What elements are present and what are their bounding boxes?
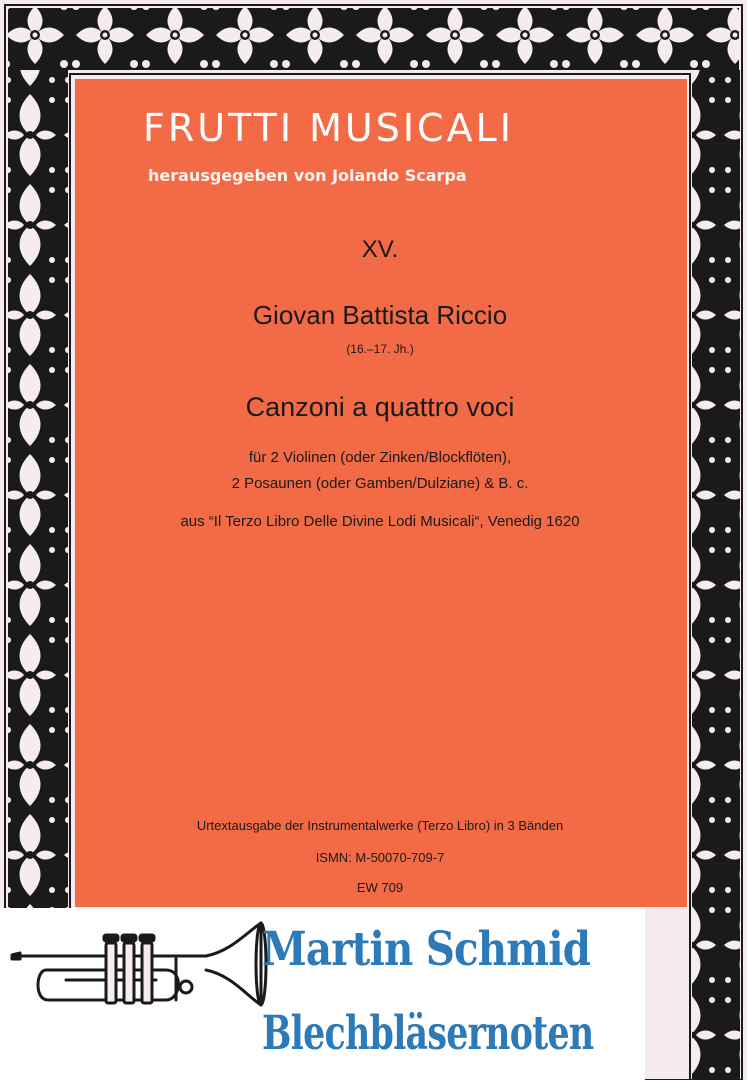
series-editor: herausgegeben von Jolando Scarpa <box>148 166 467 185</box>
trumpet-icon <box>6 915 268 1015</box>
orange-title-panel <box>75 79 687 907</box>
publisher-subtitle: Blechbläsernoten <box>262 1006 594 1061</box>
source-note: aus “Il Terzo Libro Delle Divine Lodi Musicali“, Venedig 1620 <box>180 513 580 530</box>
composer-name: Giovan Battista Riccio <box>252 300 508 330</box>
publisher-name: Martin Schmid <box>262 922 591 977</box>
volume-number: XV. <box>361 236 399 263</box>
instrumentation-line-1: für 2 Violinen (oder Zinken/Blockflöten), <box>248 449 512 466</box>
ismn-number: ISMN: M-50070-709-7 <box>315 850 445 865</box>
edition-note: Urtextausgabe der Instrumentalwerke (Terzo Libro) in 3 Bänden <box>196 818 564 833</box>
composer-dates: (16.–17. Jh.) <box>346 342 414 356</box>
instrumentation-line-2: 2 Posaunen (oder Gamben/Dulziane) & B. c. <box>231 475 529 492</box>
work-title: Canzoni a quattro voci <box>245 392 515 422</box>
catalog-number: EW 709 <box>356 880 404 895</box>
series-title: FRUTTI MUSICALI <box>143 106 514 150</box>
